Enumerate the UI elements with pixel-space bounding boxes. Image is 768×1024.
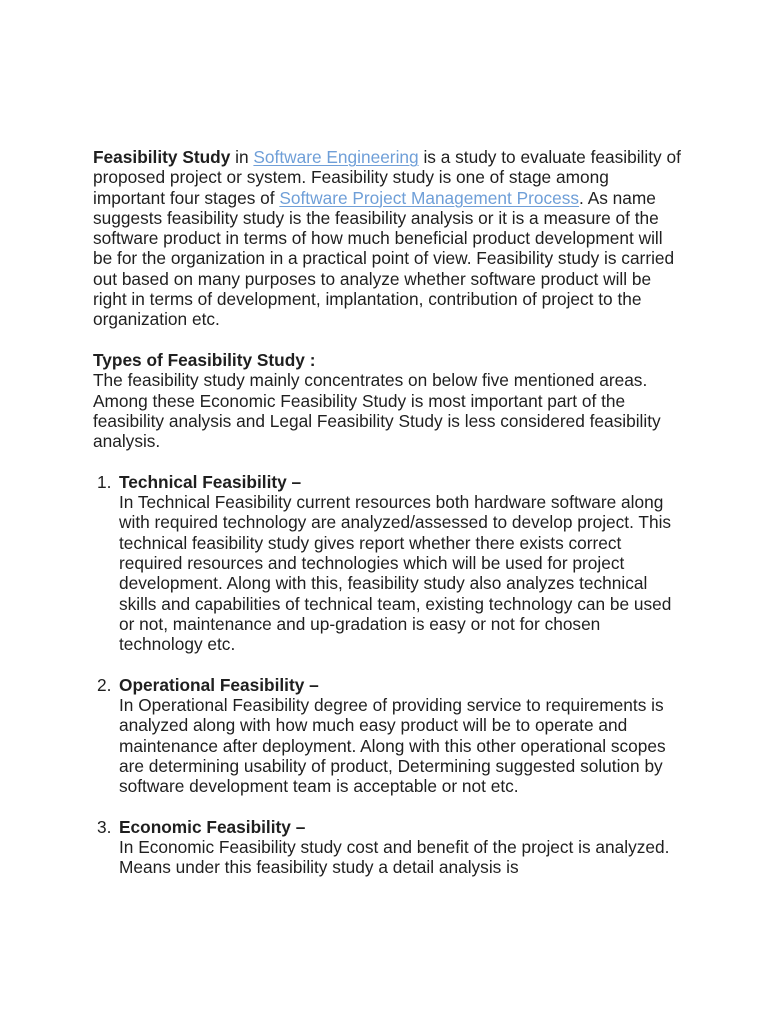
- intro-in-text: in: [230, 147, 254, 167]
- intro-text-2: . As name suggests feasibility study is the feasibility analysis or it is a measure of the software product in terms of how much beneficial product development will be for the organization in a practical point of view. Feasibility study is carried out based on many purposes to analyze whether software product will be right in terms of development, implantation, contribution of project to the organization etc.: [93, 187, 675, 330]
- economic-feasibility-title: Economic Feasibility –: [119, 816, 306, 837]
- list-number: 1.: [97, 471, 112, 492]
- economic-feasibility-body: In Economic Feasibility study cost and benefit of the project is analyzed. Means under this feasibility study a detail analysis is: [119, 837, 670, 878]
- list-item-technical: [93, 472, 683, 655]
- types-heading-text: Types of Feasibility Study :: [93, 349, 316, 370]
- list-item-operational: [93, 675, 683, 797]
- operational-feasibility-body: In Operational Feasibility degree of providing service to requirements is analyzed along with how much easy product will be to operate and maintenance after deployment. Along with this other operational scopes are determining usability of product, Determining suggested solution by software development team is acceptable or not etc.: [119, 695, 666, 797]
- spacer: [93, 654, 683, 674]
- types-body: The feasibility study mainly concentrates on below five mentioned areas. Among these Economic Feasibility Study is most important part of the feasibility analysis and Legal Feasibility Study is less considered feasibility analysis.: [93, 370, 661, 452]
- intro-text-1: is a study to evaluate feasibility of proposed project or system. Feasibility study is one of stage among important four stages of: [93, 147, 681, 208]
- list-number: 3.: [97, 816, 112, 837]
- document-page: [93, 147, 683, 878]
- operational-feasibility-title: Operational Feasibility –: [119, 674, 319, 695]
- spacer: [93, 330, 683, 350]
- spacer: [93, 797, 683, 817]
- feasibility-types-list: [93, 472, 683, 878]
- software-project-management-process-link[interactable]: Software Project Management Process: [279, 187, 580, 208]
- software-engineering-link[interactable]: Software Engineering: [253, 147, 419, 167]
- feasibility-study-term: Feasibility Study: [93, 147, 231, 167]
- technical-feasibility-body: In Technical Feasibility current resources both hardware software along with required technology are analyzed/assessed to develop project. This technical feasibility study gives report whether there exists correct required resources and technologies which will be used for project development. Along with this, feasibility study also analyzes technical skills and capabilities of technical team, existing technology can be used or not, maintenance and up-gradation is easy or not for chosen technology etc.: [119, 492, 672, 655]
- list-number: 2.: [97, 674, 112, 695]
- intro-paragraph: [93, 147, 683, 330]
- list-item-economic: [93, 817, 683, 878]
- technical-feasibility-title: Technical Feasibility –: [119, 471, 302, 492]
- types-heading: [93, 350, 683, 370]
- spacer: [93, 451, 683, 471]
